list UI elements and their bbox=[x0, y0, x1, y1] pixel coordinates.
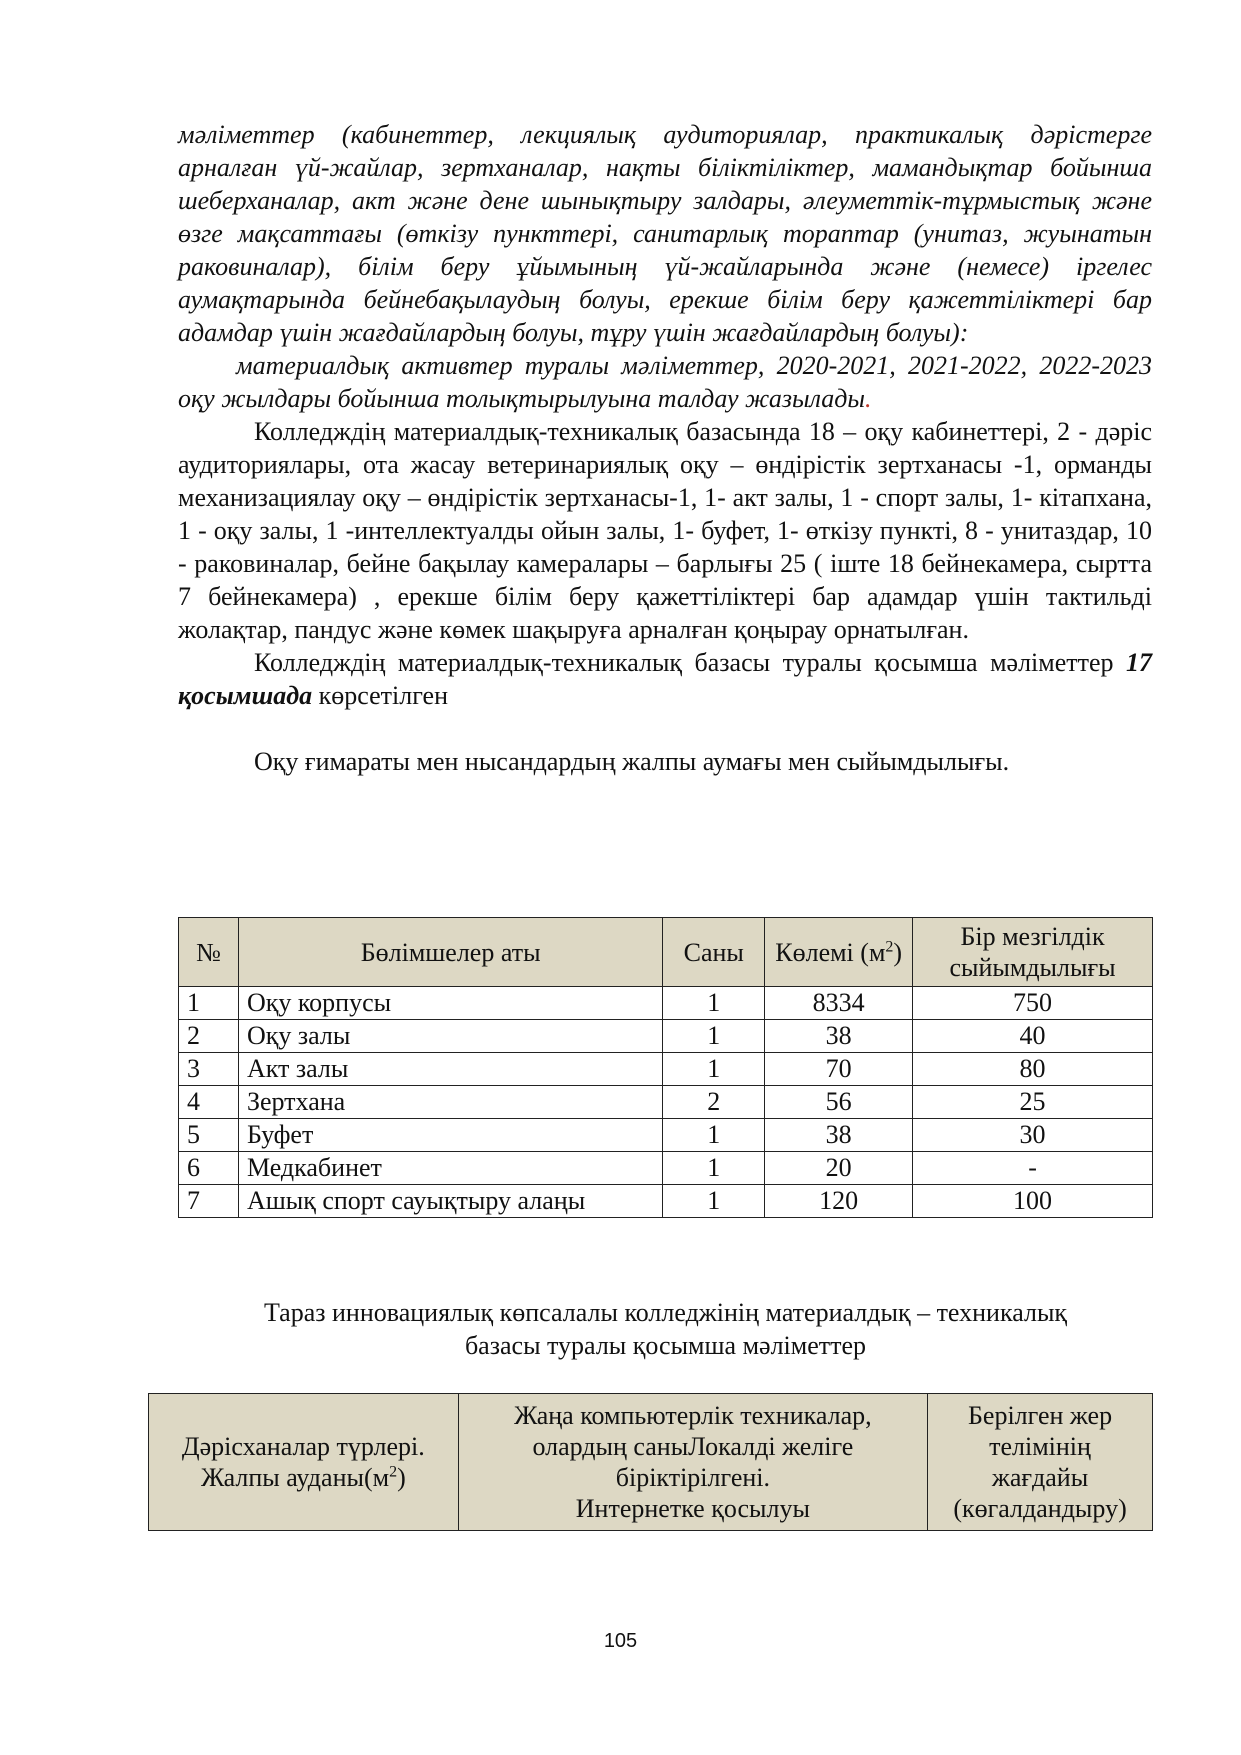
table-row bbox=[179, 987, 1153, 1020]
cell-volume: 56 bbox=[765, 1086, 913, 1119]
paragraph-appendix-ref: Колледждің материалдық-техникалық базасы туралы қосымша мәліметтер 17 қосымшада көрсетілген bbox=[178, 648, 1152, 710]
cell-capacity: 750 bbox=[913, 987, 1153, 1020]
header-computers: Жаңа компьютерлік техникалар, олардың саныЛокалді желіге біріктірілгені. Интернетке қосылуы bbox=[458, 1394, 927, 1531]
document-body bbox=[178, 118, 1152, 778]
cell-name: Зертхана bbox=[238, 1086, 662, 1119]
capacity-table bbox=[178, 917, 1153, 1218]
cell-count: 1 bbox=[663, 1119, 765, 1152]
header-capacity: Бір мезгілдік сыйымдылығы bbox=[913, 918, 1153, 987]
table-row bbox=[179, 1152, 1153, 1185]
cell-count: 2 bbox=[663, 1086, 765, 1119]
cell-name: Акт залы bbox=[238, 1053, 662, 1086]
cell-count: 1 bbox=[663, 1185, 765, 1218]
cell-count: 1 bbox=[663, 1152, 765, 1185]
table-row bbox=[179, 1020, 1153, 1053]
cell-count: 1 bbox=[663, 1020, 765, 1053]
cell-volume: 38 bbox=[765, 1119, 913, 1152]
header-name: Бөлімшелер аты bbox=[238, 918, 662, 987]
cell-capacity: 30 bbox=[913, 1119, 1153, 1152]
cell-name: Оқу залы bbox=[238, 1020, 662, 1053]
cell-num: 6 bbox=[179, 1152, 239, 1185]
paragraph-college-base: Колледждің материалдық-техникалық базасында 18 – оқу кабинеттері, 2 - дәріс аудиториялары, ота жасау ветеринариялық оқу – өндірістік зертханасы -1, орманды механизациялау оқу – өндірістік зертханасы-1, 1- акт залы, 1 - спорт залы, 1- кітапхана, 1 - оқу залы, 1 -интеллектуалды ойын залы, 1- буфет, 1- өткізу пункті, 8 - унитаздар, 10 - раковиналар, бейне бақылау камералары – барлығы 25 ( іште 18 бейнекамера, сыртта 7 бейнекамера) , ерекше білім беру қажеттіліктері бар адамдар үшін тактильді жолақтар, пандус және көмек шақыруға арналған қоңырау орнатылған. bbox=[178, 417, 1152, 644]
header-num: № bbox=[179, 918, 239, 987]
cell-volume: 8334 bbox=[765, 987, 913, 1020]
paragraph-data-list: мәліметтер (кабинеттер, лекциялық аудиториялар, практикалық дәрістерге арналған үй-жайлар, зертханалар, нақты біліктіліктер, мамандықтар бойынша шеберханалар, акт және дене шынықтыру залдары, әлеуметтік-тұрмыстық және өзге мақсаттағы (өткізу пункттері, санитарлық тораптар (унитаз, жуынатын раковиналар), білім беру ұйымының үй-жайларында және (немесе) іргелес аумақтарында бейнебақылаудың болуы, ерекше білім беру қажеттіліктері бар адамдар үшін жағдайлардың болуы, тұру үшін жағдайлардың болуы): bbox=[178, 120, 1152, 347]
cell-volume: 70 bbox=[765, 1053, 913, 1086]
additional-info-table bbox=[148, 1393, 1153, 1531]
cell-capacity: - bbox=[913, 1152, 1153, 1185]
cell-capacity: 25 bbox=[913, 1086, 1153, 1119]
appendix-link: 17 қосымшада bbox=[178, 648, 1152, 710]
cell-capacity: 40 bbox=[913, 1020, 1153, 1053]
cell-volume: 38 bbox=[765, 1020, 913, 1053]
header-count: Саны bbox=[663, 918, 765, 987]
cell-num: 1 bbox=[179, 987, 239, 1020]
cell-count: 1 bbox=[663, 1053, 765, 1086]
table-header-row bbox=[149, 1394, 1153, 1531]
header-volume: Көлемі $(м^2)$ bbox=[765, 918, 913, 987]
cell-name: Буфет bbox=[238, 1119, 662, 1152]
cell-num: 2 bbox=[179, 1020, 239, 1053]
paragraph-table-intro: Оқу ғимараты мен нысандардың жалпы аумағы мен сыйымдылығы. bbox=[254, 747, 1010, 776]
cell-capacity: 100 bbox=[913, 1185, 1153, 1218]
cell-count: 1 bbox=[663, 987, 765, 1020]
cell-name: Оқу корпусы bbox=[238, 987, 662, 1020]
cell-num: 7 bbox=[179, 1185, 239, 1218]
cell-num: 5 bbox=[179, 1119, 239, 1152]
cell-num: 3 bbox=[179, 1053, 239, 1086]
table-row bbox=[179, 1086, 1153, 1119]
header-land-plot: Берілген жер телімінің жағдайы (көгалдандыру) bbox=[928, 1394, 1153, 1531]
section-heading: Тараз инновациялық көпсалалы колледжінің материалдық – техникалық базасы туралы қосымша мәліметтер bbox=[263, 1298, 1068, 1360]
cell-capacity: 80 bbox=[913, 1053, 1153, 1086]
cell-num: 4 bbox=[179, 1086, 239, 1119]
cell-name: Ашық спорт сауықтыру алаңы bbox=[238, 1185, 662, 1218]
table-row bbox=[179, 1053, 1153, 1086]
table-header-row bbox=[179, 918, 1153, 987]
table-row bbox=[179, 1119, 1153, 1152]
paragraph-material-assets: материалдық активтер туралы мәліметтер, 2020-2021, 2021-2022, 2022-2023 оқу жылдары бойынша толықтырылуына талдау жазылады. bbox=[178, 351, 1152, 413]
table-row bbox=[179, 1185, 1153, 1218]
cell-volume: 20 bbox=[765, 1152, 913, 1185]
cell-name: Медкабинет bbox=[238, 1152, 662, 1185]
header-lecture-halls: Дәрісханалар түрлері. Жалпы $ауданы(м^2)$ bbox=[149, 1394, 459, 1531]
cell-volume: 120 bbox=[765, 1185, 913, 1218]
page-number: 105 bbox=[603, 1630, 638, 1652]
